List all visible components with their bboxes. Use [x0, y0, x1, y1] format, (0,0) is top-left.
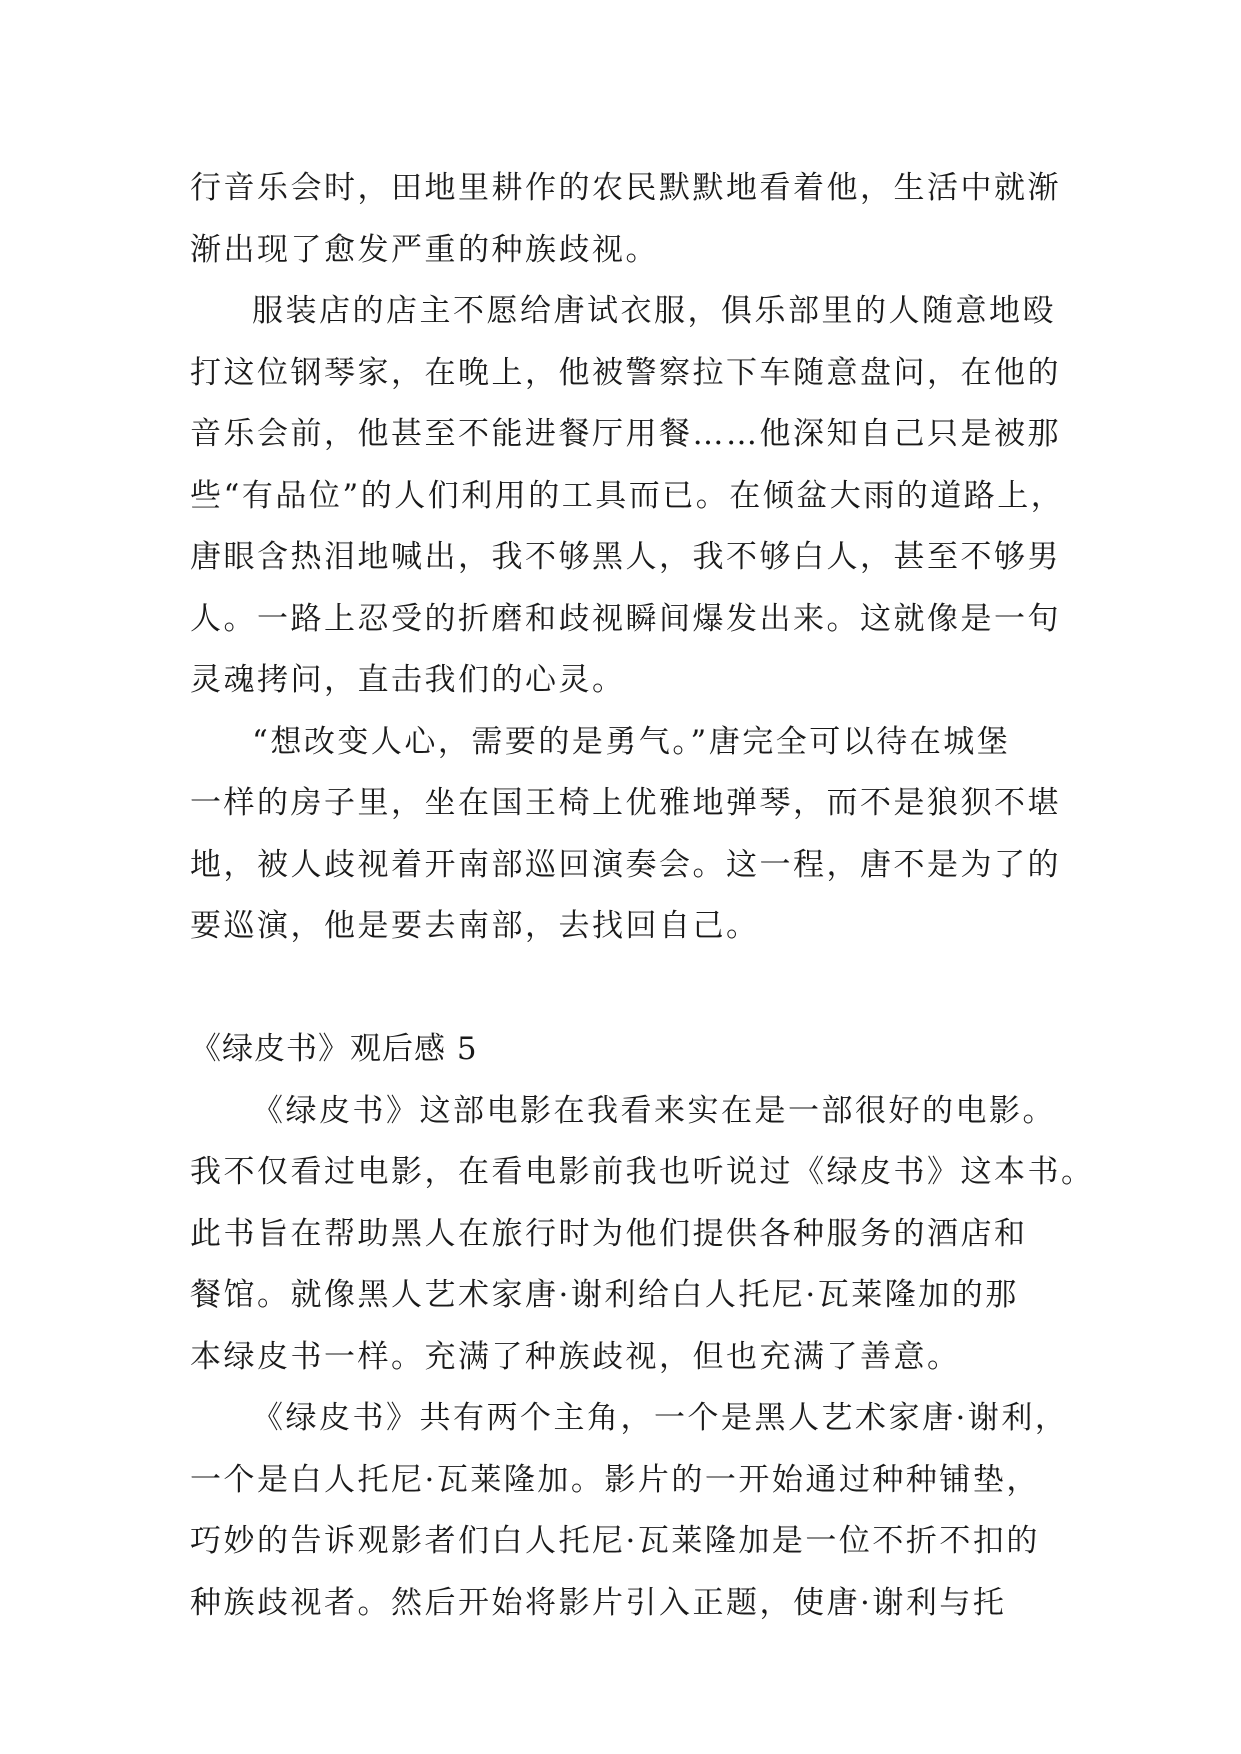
text-line: 一个是白人托尼·瓦莱隆加。影片的一开始通过种种铺垫， [190, 1461, 1040, 1498]
text-line: 人。一路上忍受的折磨和歧视瞬间爆发出来。这就像是一句 [190, 600, 1061, 637]
text-line: 些“有品位”的人们利用的工具而已。在倾盆大雨的道路上， [190, 477, 1065, 514]
text-line: 灵魂拷问，直击我们的心灵。 [190, 662, 626, 698]
text-line: 本绿皮书一样。充满了种族歧视，但也充满了善意。 [190, 1338, 961, 1375]
text-line: 音乐会前，他甚至不能进餐厅用餐……他深知自己只是被那 [190, 416, 1061, 452]
text-line: 地，被人歧视着开南部巡回演奏会。这一程，唐不是为了的 [190, 846, 1061, 883]
text-line: 《绿皮书》这部电影在我看来实在是一部很好的电影。 [252, 1092, 1056, 1129]
text-line: 打这位钢琴家，在晚上，他被警察拉下车随意盘问，在他的 [190, 354, 1061, 391]
text-line: 渐出现了愈发严重的种族歧视。 [190, 231, 659, 268]
text-line: 此书旨在帮助黑人在旅行时为他们提供各种服务的酒店和 [190, 1215, 1028, 1252]
text-line: 我不仅看过电影，在看电影前我也听说过《绿皮书》这本书。 [190, 1154, 1095, 1190]
text-line: “想改变人心，需要的是勇气。”唐完全可以待在城堡 [252, 723, 1011, 760]
section-spacer [190, 958, 1070, 1020]
text-line: 《绿皮书》共有两个主角，一个是黑人艺术家唐·谢利， [252, 1400, 1069, 1436]
text-line: 要巡演，他是要去南部，去找回自己。 [190, 908, 760, 944]
section-heading: 《绿皮书》观后感 5 [190, 1031, 478, 1067]
text-line: 种族歧视者。然后开始将影片引入正题，使唐·谢利与托 [190, 1584, 1007, 1621]
text-line: 唐眼含热泪地喊出，我不够黑人，我不够白人，甚至不够男 [190, 539, 1061, 575]
text-line: 服装店的店主不愿给唐试衣服，俱乐部里的人随意地殴 [252, 293, 1056, 329]
text-line: 行音乐会时，田地里耕作的农民默默地看着他，生活中就渐 [190, 170, 1061, 206]
document-body [190, 158, 1095, 1634]
text-line: 巧妙的告诉观影者们白人托尼·瓦莱隆加是一位不折不扣的 [190, 1523, 1040, 1559]
text-line: 餐馆。就像黑人艺术家唐·谢利给白人托尼·瓦莱隆加的那 [190, 1277, 1019, 1313]
text-line: 一样的房子里，坐在国王椅上优雅地弹琴，而不是狼狈不堪 [190, 785, 1061, 821]
